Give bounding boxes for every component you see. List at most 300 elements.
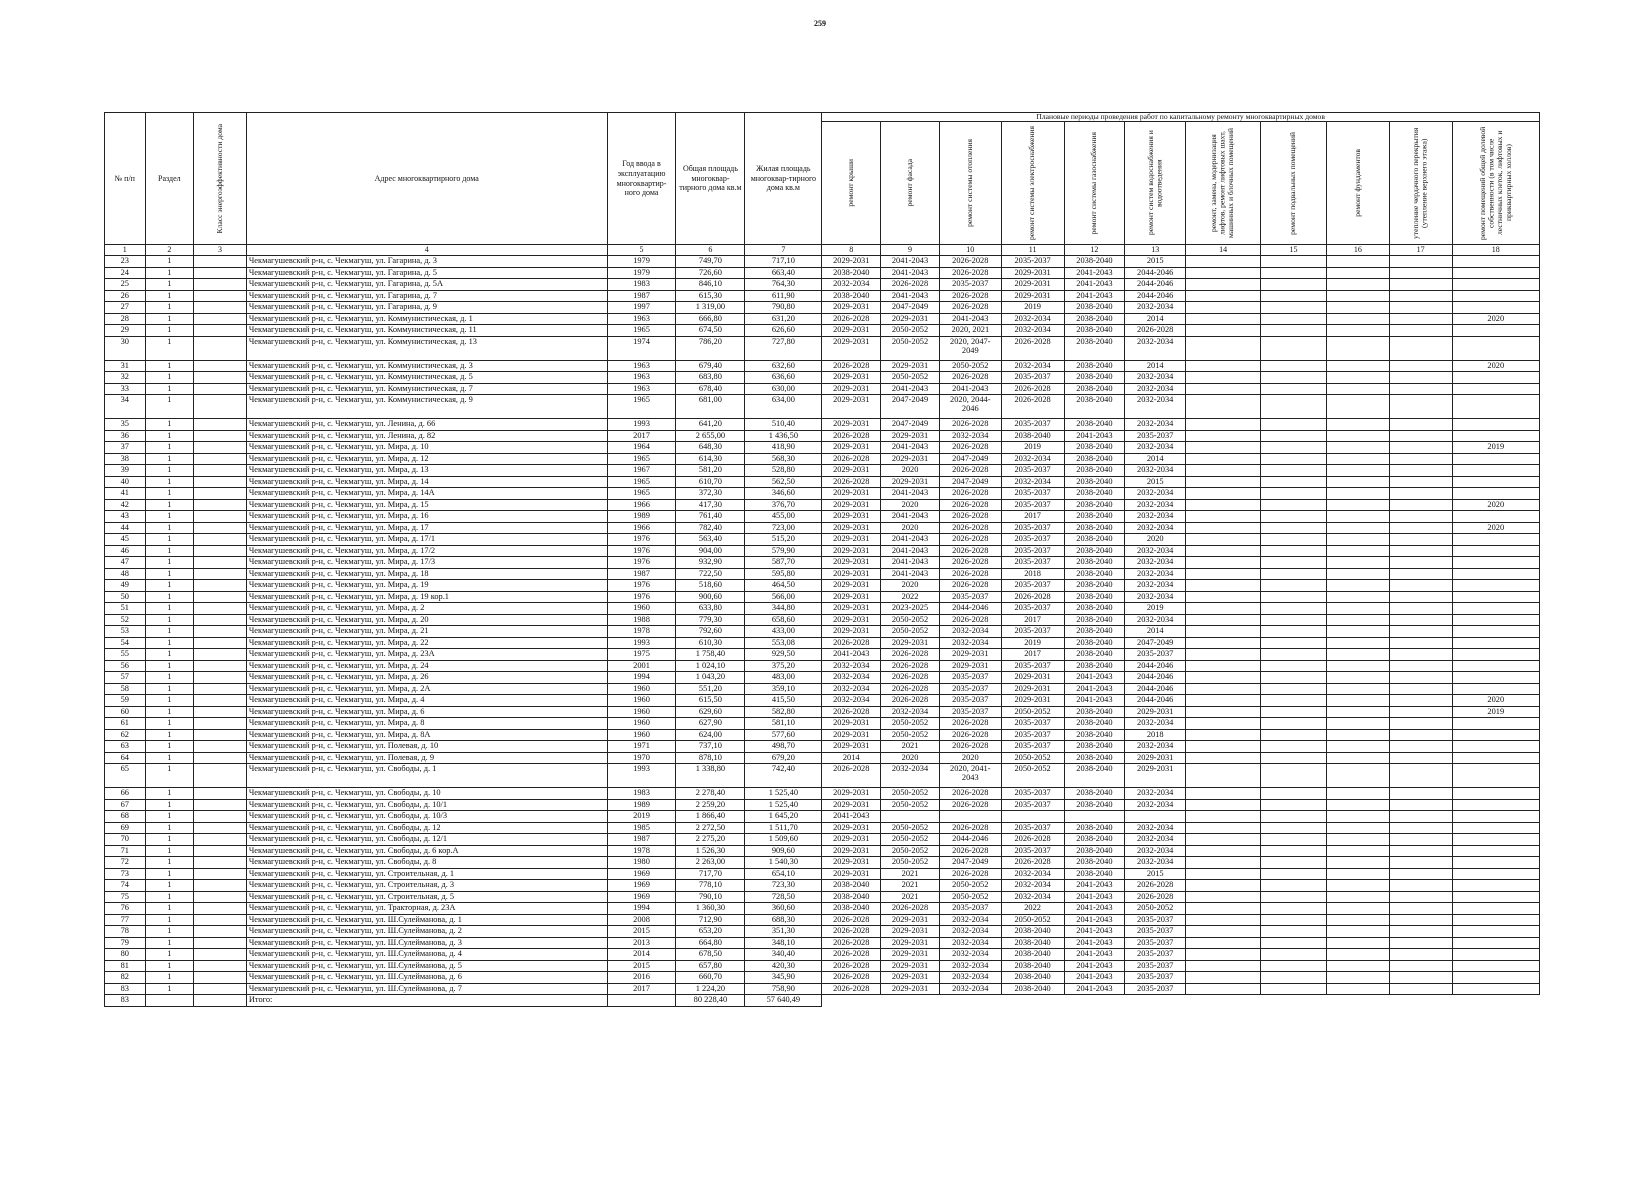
table-cell: 2047-2049 bbox=[881, 395, 940, 419]
table-cell: 1 bbox=[145, 857, 194, 869]
table-cell: 2026-2028 bbox=[939, 302, 1001, 314]
table-cell bbox=[1186, 256, 1261, 268]
table-cell bbox=[1452, 383, 1539, 395]
table-cell: 1 bbox=[145, 279, 194, 291]
table-cell bbox=[1261, 302, 1327, 314]
table-cell: 1 bbox=[145, 637, 194, 649]
table-cell: 1 bbox=[145, 534, 194, 546]
table-cell: 678,50 bbox=[676, 949, 745, 961]
table-cell bbox=[1389, 290, 1452, 302]
table-cell: 626,60 bbox=[745, 325, 822, 337]
table-cell: 72 bbox=[105, 857, 146, 869]
table-row bbox=[105, 372, 1540, 384]
table-cell: 2029-2031 bbox=[822, 729, 881, 741]
table-cell bbox=[1389, 788, 1452, 800]
address-cell: Чекмагушевский р-н, с. Чекмагуш, ул. Мира, д. 4 bbox=[246, 695, 607, 707]
column-number: 7 bbox=[745, 245, 822, 256]
table-cell: 37 bbox=[105, 442, 146, 454]
table-cell bbox=[1261, 591, 1327, 603]
column-number: 4 bbox=[246, 245, 607, 256]
table-cell: 900,60 bbox=[676, 591, 745, 603]
table-cell: 1 758,40 bbox=[676, 649, 745, 661]
table-cell bbox=[1261, 845, 1327, 857]
table-cell bbox=[194, 267, 247, 279]
table-cell: 36 bbox=[105, 430, 146, 442]
table-cell: 40 bbox=[105, 476, 146, 488]
table-cell: 1 866,40 bbox=[676, 811, 745, 823]
table-cell bbox=[1452, 637, 1539, 649]
table-cell: 2032-2034 bbox=[822, 672, 881, 684]
table-cell: 2041-2043 bbox=[1064, 430, 1125, 442]
table-cell: 627,90 bbox=[676, 718, 745, 730]
table-cell: 878,10 bbox=[676, 752, 745, 764]
table-cell: 24 bbox=[105, 267, 146, 279]
table-cell: 2026-2028 bbox=[1125, 880, 1186, 892]
table-cell: 2050-2052 bbox=[881, 799, 940, 811]
table-cell: 2032-2034 bbox=[822, 660, 881, 672]
table-cell: 2026-2028 bbox=[939, 511, 1001, 523]
table-cell: 1 bbox=[145, 764, 194, 788]
table-cell: 47 bbox=[105, 557, 146, 569]
table-cell: 2029-2031 bbox=[1001, 695, 1064, 707]
table-cell: 2021 bbox=[881, 880, 940, 892]
table-cell: 1 bbox=[145, 672, 194, 684]
total-area-sum: 80 228,40 bbox=[676, 995, 745, 1007]
table-cell bbox=[1186, 336, 1261, 360]
table-cell: 2020 bbox=[881, 465, 940, 477]
table-cell: 345,90 bbox=[745, 972, 822, 984]
table-cell: 2019 bbox=[1001, 637, 1064, 649]
table-cell: 2026-2028 bbox=[939, 822, 1001, 834]
table-cell: 2017 bbox=[1001, 649, 1064, 661]
table-cell: 723,30 bbox=[745, 880, 822, 892]
table-cell: 2015 bbox=[607, 926, 676, 938]
table-cell bbox=[1261, 649, 1327, 661]
table-cell: 2050-2052 bbox=[881, 718, 940, 730]
table-cell: 2035-2037 bbox=[939, 695, 1001, 707]
table-cell: 2029-2031 bbox=[822, 511, 881, 523]
table-cell: 1 360,30 bbox=[676, 903, 745, 915]
table-row bbox=[105, 649, 1540, 661]
address-cell: Чекмагушевский р-н, с. Чекмагуш, ул. Тракторная, д. 23А bbox=[246, 903, 607, 915]
table-cell: 630,00 bbox=[745, 383, 822, 395]
table-cell: 2032-2034 bbox=[1125, 465, 1186, 477]
table-cell: 2026-2028 bbox=[822, 313, 881, 325]
table-cell: 1960 bbox=[607, 706, 676, 718]
table-cell bbox=[1261, 372, 1327, 384]
table-cell: 611,90 bbox=[745, 290, 822, 302]
table-cell bbox=[1186, 891, 1261, 903]
table-cell: 1976 bbox=[607, 557, 676, 569]
table-cell: 415,50 bbox=[745, 695, 822, 707]
table-cell: 2044-2046 bbox=[1125, 695, 1186, 707]
table-cell bbox=[1326, 706, 1389, 718]
table-row bbox=[105, 476, 1540, 488]
table-cell bbox=[1389, 880, 1452, 892]
table-cell bbox=[1326, 637, 1389, 649]
table-cell: 2035-2037 bbox=[1001, 419, 1064, 431]
header-work-13: ремонт систем водоснабжения и водоотведения bbox=[1125, 122, 1186, 245]
table-cell bbox=[1261, 419, 1327, 431]
address-cell: Чекмагушевский р-н, с. Чекмагуш, ул. Мира, д. 17 bbox=[246, 522, 607, 534]
table-cell: 1965 bbox=[607, 476, 676, 488]
table-cell: 2029-2031 bbox=[1001, 683, 1064, 695]
table-cell: 2032-2034 bbox=[1125, 545, 1186, 557]
table-cell: 83 bbox=[105, 995, 146, 1007]
table-row bbox=[105, 499, 1540, 511]
table-cell: 2020 bbox=[1452, 313, 1539, 325]
address-cell: Чекмагушевский р-н, с. Чекмагуш, ул. Мира, д. 13 bbox=[246, 465, 607, 477]
table-cell bbox=[194, 822, 247, 834]
table-cell: 2041-2043 bbox=[1064, 949, 1125, 961]
table-cell: 2038-2040 bbox=[1064, 857, 1125, 869]
table-cell: 2020, 2021 bbox=[939, 325, 1001, 337]
table-cell bbox=[1326, 302, 1389, 314]
table-cell: 2050-2052 bbox=[881, 834, 940, 846]
table-cell: 1965 bbox=[607, 325, 676, 337]
table-cell bbox=[1261, 383, 1327, 395]
table-cell: 2032-2034 bbox=[1125, 857, 1186, 869]
table-cell: 2041-2043 bbox=[939, 313, 1001, 325]
table-cell: 2026-2028 bbox=[1001, 395, 1064, 419]
table-cell: 1971 bbox=[607, 741, 676, 753]
table-cell bbox=[1389, 545, 1452, 557]
table-cell: 2035-2037 bbox=[1001, 660, 1064, 672]
table-cell bbox=[1452, 557, 1539, 569]
table-cell: 614,30 bbox=[676, 453, 745, 465]
table-cell bbox=[1452, 788, 1539, 800]
table-cell bbox=[1186, 568, 1261, 580]
table-cell: 1 bbox=[145, 972, 194, 984]
table-cell bbox=[1452, 580, 1539, 592]
address-cell: Чекмагушевский р-н, с. Чекмагуш, ул. Коммунистическая, д. 5 bbox=[246, 372, 607, 384]
table-cell: 717,70 bbox=[676, 868, 745, 880]
table-row bbox=[105, 729, 1540, 741]
table-row bbox=[105, 256, 1540, 268]
table-cell: 68 bbox=[105, 811, 146, 823]
table-cell: 2041-2043 bbox=[1064, 983, 1125, 995]
table-cell: 2038-2040 bbox=[1064, 868, 1125, 880]
table-cell: 1980 bbox=[607, 857, 676, 869]
table-cell: 846,10 bbox=[676, 279, 745, 291]
table-cell: 81 bbox=[105, 960, 146, 972]
table-cell: 2026-2028 bbox=[822, 914, 881, 926]
table-cell: 2050-2052 bbox=[881, 614, 940, 626]
table-cell bbox=[1389, 603, 1452, 615]
table-cell: 2026-2028 bbox=[939, 499, 1001, 511]
table-row bbox=[105, 695, 1540, 707]
table-cell: 2001 bbox=[607, 660, 676, 672]
table-cell: 2035-2037 bbox=[1125, 972, 1186, 984]
table-cell: 1 224,20 bbox=[676, 983, 745, 995]
table-cell: 1 bbox=[145, 949, 194, 961]
table-cell: 2026-2028 bbox=[939, 290, 1001, 302]
table-cell: 2018 bbox=[1001, 568, 1064, 580]
table-cell: 2026-2028 bbox=[939, 534, 1001, 546]
table-cell: 2026-2028 bbox=[822, 972, 881, 984]
table-cell bbox=[1186, 799, 1261, 811]
table-cell: 2014 bbox=[1125, 626, 1186, 638]
table-cell: 1989 bbox=[607, 799, 676, 811]
table-cell: 67 bbox=[105, 799, 146, 811]
table-cell: 50 bbox=[105, 591, 146, 603]
table-cell: 29 bbox=[105, 325, 146, 337]
table-cell: 2032-2034 bbox=[939, 926, 1001, 938]
table-cell bbox=[194, 372, 247, 384]
table-cell bbox=[1326, 695, 1389, 707]
table-cell: 2022 bbox=[1001, 903, 1064, 915]
table-cell: 2032-2034 bbox=[1125, 568, 1186, 580]
table-cell: 70 bbox=[105, 834, 146, 846]
table-cell: 2026-2028 bbox=[939, 788, 1001, 800]
table-cell bbox=[1186, 683, 1261, 695]
table-cell bbox=[1326, 419, 1389, 431]
table-cell: 2035-2037 bbox=[1001, 545, 1064, 557]
table-cell bbox=[1389, 660, 1452, 672]
table-cell: 2047-2049 bbox=[939, 857, 1001, 869]
table-cell bbox=[1326, 660, 1389, 672]
table-cell bbox=[1326, 972, 1389, 984]
table-cell bbox=[1326, 290, 1389, 302]
table-cell bbox=[1452, 834, 1539, 846]
address-cell: Чекмагушевский р-н, с. Чекмагуш, ул. Коммунистическая, д. 7 bbox=[246, 383, 607, 395]
column-number: 18 bbox=[1452, 245, 1539, 256]
address-cell: Чекмагушевский р-н, с. Чекмагуш, ул. Свободы, д. 10/3 bbox=[246, 811, 607, 823]
table-cell: 2019 bbox=[1452, 706, 1539, 718]
table-cell: 2044-2046 bbox=[939, 603, 1001, 615]
header-planned-periods: Плановые периоды проведения работ по капитальному ремонту многоквартирных домов bbox=[822, 113, 1540, 122]
table-cell: 2026-2028 bbox=[939, 845, 1001, 857]
table-cell bbox=[194, 937, 247, 949]
table-cell bbox=[1261, 511, 1327, 523]
table-cell: 2035-2037 bbox=[1001, 603, 1064, 615]
table-cell: 1987 bbox=[607, 834, 676, 846]
table-cell bbox=[1326, 465, 1389, 477]
header-work-9: ремонт фасада bbox=[881, 122, 940, 245]
table-cell bbox=[1389, 857, 1452, 869]
table-cell: 2032-2034 bbox=[1125, 499, 1186, 511]
table-cell: 348,10 bbox=[745, 937, 822, 949]
page-number: 259 bbox=[814, 19, 826, 28]
table-cell bbox=[194, 983, 247, 995]
table-cell: 2050-2052 bbox=[881, 336, 940, 360]
table-cell: 633,80 bbox=[676, 603, 745, 615]
table-cell bbox=[1452, 972, 1539, 984]
table-cell: 2032-2034 bbox=[822, 279, 881, 291]
table-cell bbox=[1452, 372, 1539, 384]
table-cell: 2038-2040 bbox=[1064, 488, 1125, 500]
table-cell bbox=[1186, 488, 1261, 500]
table-cell bbox=[1326, 395, 1389, 419]
address-cell: Чекмагушевский р-н, с. Чекмагуш, ул. Мира, д. 2А bbox=[246, 683, 607, 695]
table-cell bbox=[194, 695, 247, 707]
table-cell: 1960 bbox=[607, 695, 676, 707]
table-cell: 641,20 bbox=[676, 419, 745, 431]
table-cell: 1 645,20 bbox=[745, 811, 822, 823]
table-cell: 778,10 bbox=[676, 880, 745, 892]
table-cell bbox=[1326, 822, 1389, 834]
table-cell: 2015 bbox=[607, 960, 676, 972]
table-cell: 2026-2028 bbox=[939, 799, 1001, 811]
table-cell: 2020 bbox=[1125, 534, 1186, 546]
table-cell bbox=[1389, 706, 1452, 718]
table-row bbox=[105, 267, 1540, 279]
table-cell: 2020, 2041-2043 bbox=[939, 764, 1001, 788]
table-cell: 1 bbox=[145, 557, 194, 569]
table-cell bbox=[1186, 430, 1261, 442]
table-cell: 1 bbox=[145, 395, 194, 419]
table-cell: 2041-2043 bbox=[1064, 880, 1125, 892]
table-cell: 1963 bbox=[607, 360, 676, 372]
table-cell: 74 bbox=[105, 880, 146, 892]
table-cell bbox=[1389, 949, 1452, 961]
table-cell bbox=[1186, 845, 1261, 857]
address-cell: Чекмагушевский р-н, с. Чекмагуш, ул. Мира, д. 26 bbox=[246, 672, 607, 684]
table-row bbox=[105, 419, 1540, 431]
table-cell: 1965 bbox=[607, 488, 676, 500]
table-cell bbox=[1452, 279, 1539, 291]
table-cell: 1 bbox=[145, 522, 194, 534]
table-cell bbox=[1186, 960, 1261, 972]
table-cell: 1 bbox=[145, 511, 194, 523]
table-cell: 790,80 bbox=[745, 302, 822, 314]
header-work-11: ремонт системы электроснабжения bbox=[1001, 122, 1064, 245]
table-cell: 2032-2034 bbox=[939, 430, 1001, 442]
table-cell bbox=[1261, 580, 1327, 592]
table-cell bbox=[194, 557, 247, 569]
table-cell bbox=[1326, 603, 1389, 615]
header-total-area: Общая площадь многоквар-тирного дома кв.м bbox=[676, 113, 745, 245]
table-cell: 2026-2028 bbox=[939, 465, 1001, 477]
table-cell bbox=[1261, 695, 1327, 707]
table-cell: 1 bbox=[145, 360, 194, 372]
table-cell bbox=[1389, 764, 1452, 788]
table-cell bbox=[1261, 603, 1327, 615]
table-cell: 2021 bbox=[881, 741, 940, 753]
table-cell: 562,50 bbox=[745, 476, 822, 488]
table-cell: 2041-2043 bbox=[881, 383, 940, 395]
table-cell bbox=[1326, 960, 1389, 972]
table-cell bbox=[194, 706, 247, 718]
capital-repair-table bbox=[104, 112, 1540, 1007]
table-cell bbox=[194, 336, 247, 360]
table-cell bbox=[1389, 649, 1452, 661]
table-row bbox=[105, 511, 1540, 523]
table-cell: 1993 bbox=[607, 637, 676, 649]
table-cell bbox=[1186, 811, 1261, 823]
table-cell bbox=[194, 960, 247, 972]
table-cell: 2022 bbox=[881, 591, 940, 603]
table-cell bbox=[1326, 834, 1389, 846]
table-cell: 2032-2034 bbox=[1001, 476, 1064, 488]
address-cell: Чекмагушевский р-н, с. Чекмагуш, ул. Мира, д. 17/1 bbox=[246, 534, 607, 546]
table-cell bbox=[1186, 868, 1261, 880]
table-cell: 2029-2031 bbox=[881, 453, 940, 465]
table-row bbox=[105, 683, 1540, 695]
table-cell bbox=[1261, 325, 1327, 337]
table-cell: 2038-2040 bbox=[1001, 937, 1064, 949]
table-cell: 2035-2037 bbox=[1001, 534, 1064, 546]
table-cell bbox=[194, 419, 247, 431]
table-cell bbox=[194, 591, 247, 603]
table-cell: 909,60 bbox=[745, 845, 822, 857]
table-cell bbox=[1326, 591, 1389, 603]
header-year: Год ввода в эксплуатацию многоквартир-ного дома bbox=[607, 113, 676, 245]
table-cell: 648,30 bbox=[676, 442, 745, 454]
table-cell: 2026-2028 bbox=[939, 442, 1001, 454]
table-cell: 66 bbox=[105, 788, 146, 800]
table-row bbox=[105, 822, 1540, 834]
table-cell: 2014 bbox=[1125, 453, 1186, 465]
table-cell: 2019 bbox=[1452, 442, 1539, 454]
address-cell: Чекмагушевский р-н, с. Чекмагуш, ул. Мира, д. 12 bbox=[246, 453, 607, 465]
table-cell: 1 bbox=[145, 983, 194, 995]
table-cell: 2038-2040 bbox=[1064, 764, 1125, 788]
table-cell bbox=[1389, 395, 1452, 419]
table-cell bbox=[1261, 926, 1327, 938]
table-cell: 1960 bbox=[607, 718, 676, 730]
table-cell: 2 275,20 bbox=[676, 834, 745, 846]
column-number: 5 bbox=[607, 245, 676, 256]
table-cell: 2032-2034 bbox=[1125, 822, 1186, 834]
table-cell: 2038-2040 bbox=[1064, 580, 1125, 592]
table-cell: 678,40 bbox=[676, 383, 745, 395]
table-cell: 2038-2040 bbox=[1001, 960, 1064, 972]
table-cell bbox=[1326, 499, 1389, 511]
table-cell bbox=[1186, 626, 1261, 638]
table-cell bbox=[1326, 267, 1389, 279]
table-cell bbox=[194, 614, 247, 626]
table-cell bbox=[194, 488, 247, 500]
header-work-14: ремонт, замена, модернизация лифтов, ремонт лифтовых шахт, машинных и блочных помещений bbox=[1186, 122, 1261, 245]
table-cell bbox=[1326, 857, 1389, 869]
table-cell: 2029-2031 bbox=[822, 822, 881, 834]
table-cell: 1 bbox=[145, 302, 194, 314]
table-cell bbox=[1389, 372, 1452, 384]
table-cell: 34 bbox=[105, 395, 146, 419]
table-cell bbox=[1452, 290, 1539, 302]
table-row bbox=[105, 764, 1540, 788]
table-cell: 1 bbox=[145, 752, 194, 764]
table-cell: 2041-2043 bbox=[881, 511, 940, 523]
header-work-18: ремонт помещений общей долевой собственности (в том числе лестничных клеток, лифтовых и приквартирных холлов) bbox=[1452, 122, 1539, 245]
table-cell bbox=[1261, 857, 1327, 869]
table-cell: 2032-2034 bbox=[1001, 453, 1064, 465]
column-number: 9 bbox=[881, 245, 940, 256]
table-cell bbox=[1452, 488, 1539, 500]
table-cell: 2032-2034 bbox=[1125, 580, 1186, 592]
table-cell: 2026-2028 bbox=[822, 360, 881, 372]
table-cell: 2029-2031 bbox=[822, 868, 881, 880]
address-cell: Чекмагушевский р-н, с. Чекмагуш, ул. Ленина, д. 82 bbox=[246, 430, 607, 442]
table-row bbox=[105, 891, 1540, 903]
table-cell bbox=[1261, 672, 1327, 684]
table-cell: 2044-2046 bbox=[1125, 290, 1186, 302]
column-number: 1 bbox=[105, 245, 146, 256]
table-cell bbox=[1186, 360, 1261, 372]
table-cell bbox=[1326, 949, 1389, 961]
table-cell: 2038-2040 bbox=[1064, 336, 1125, 360]
table-cell: 2038-2040 bbox=[1064, 614, 1125, 626]
table-cell: 2026-2028 bbox=[1001, 336, 1064, 360]
table-cell: 2041-2043 bbox=[881, 256, 940, 268]
address-cell: Чекмагушевский р-н, с. Чекмагуш, ул. Ш.Сулейманова, д. 7 bbox=[246, 983, 607, 995]
table-cell: 1 509,60 bbox=[745, 834, 822, 846]
table-cell: 62 bbox=[105, 729, 146, 741]
table-cell bbox=[1389, 637, 1452, 649]
table-cell: 2038-2040 bbox=[1001, 983, 1064, 995]
address-cell: Чекмагушевский р-н, с. Чекмагуш, ул. Мира, д. 8 bbox=[246, 718, 607, 730]
